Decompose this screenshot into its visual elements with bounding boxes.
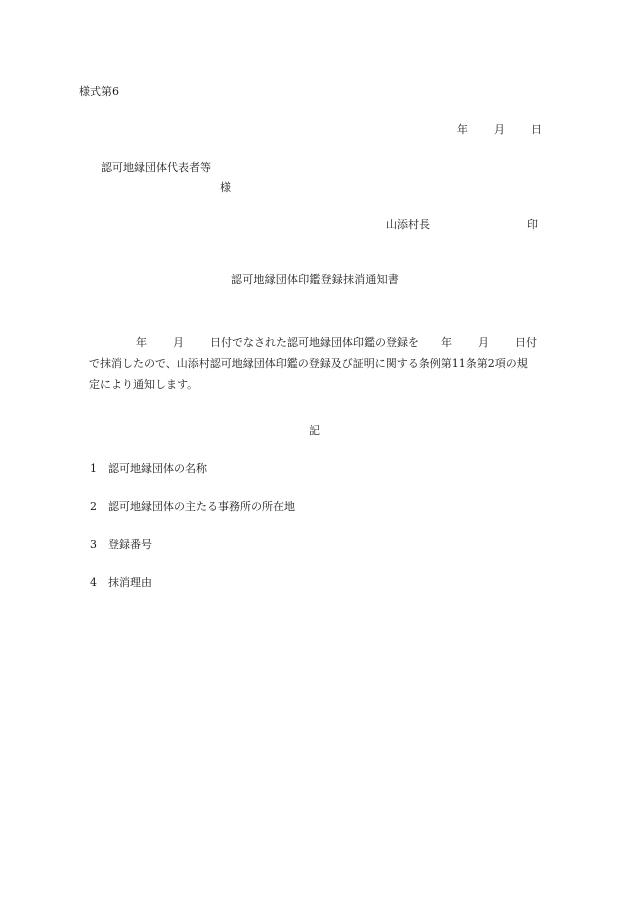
body-text-1: 日付でなされた認可地縁団体印鑑の登録を bbox=[210, 336, 419, 349]
item-number: 3 bbox=[90, 538, 97, 551]
date-day: 日 bbox=[531, 123, 542, 136]
list-item bbox=[90, 539, 152, 550]
body-paragraph bbox=[89, 332, 549, 395]
list-item bbox=[90, 577, 152, 588]
item-label: 抹消理由 bbox=[108, 576, 152, 589]
body-line-3: 定により通知します。 bbox=[89, 378, 199, 391]
sender-name: 山添村長 bbox=[386, 218, 430, 231]
body-month-1: 月 bbox=[173, 336, 184, 349]
body-line-2: で抹消したので、山添村認可地縁団体印鑑の登録及び証明に関する条例第11条第2項の規 bbox=[89, 357, 528, 370]
date-month: 月 bbox=[494, 123, 505, 136]
item-label: 認可地縁団体の主たる事務所の所在地 bbox=[108, 500, 295, 513]
body-year-1: 年 bbox=[136, 336, 147, 349]
body-day-2: 日付 bbox=[515, 336, 537, 349]
item-label: 認可地縁団体の名称 bbox=[108, 462, 207, 475]
item-label: 登録番号 bbox=[108, 538, 152, 551]
item-number: 1 bbox=[90, 462, 97, 475]
item-number: 4 bbox=[90, 576, 97, 589]
addressee-honorific: 様 bbox=[220, 181, 231, 194]
item-number: 2 bbox=[90, 500, 97, 513]
body-line-1 bbox=[89, 332, 549, 353]
document-title: 認可地縁団体印鑑登録抹消通知書 bbox=[231, 273, 399, 286]
form-number: 様式第6 bbox=[79, 85, 119, 98]
body-month-2: 月 bbox=[478, 336, 489, 349]
body-year-2: 年 bbox=[441, 336, 452, 349]
list-item bbox=[90, 501, 295, 512]
ki-heading: 記 bbox=[309, 424, 320, 437]
list-item bbox=[90, 463, 207, 474]
date-year: 年 bbox=[457, 123, 468, 136]
seal-mark: 印 bbox=[527, 218, 538, 231]
date-line bbox=[457, 124, 542, 135]
addressee-name: 認可地縁団体代表者等 bbox=[101, 161, 211, 174]
